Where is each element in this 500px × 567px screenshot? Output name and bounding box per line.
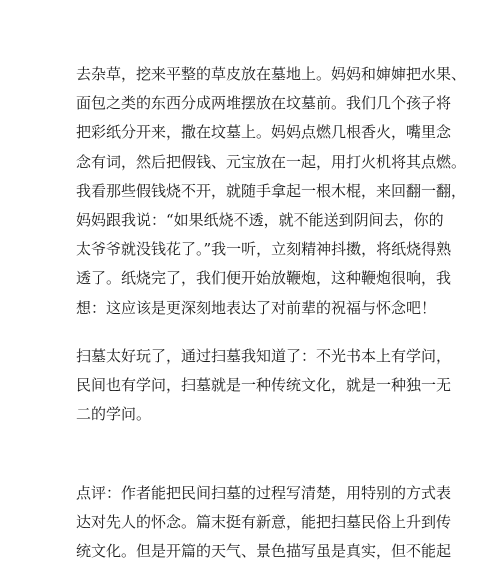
text-line: 透了。纸烧完了，我们便开始放鞭炮，这种鞭炮很响，我 <box>76 269 452 288</box>
text-line: 想：这应该是更深刻地表达了对前辈的祝福与怀念吧！ <box>76 298 437 317</box>
paragraph-tomb-sweeping-process <box>76 60 467 323</box>
text-line: 扫墓太好玩了，通过扫墓我知道了：不光书本上有学问， <box>76 347 452 365</box>
paragraph-commentary <box>76 479 452 567</box>
text-line: 念有词，然后把假钱、元宝放在一起，用打火机将其点燃。 <box>76 152 467 171</box>
text-line: 太爷爷就没钱花了。”我一听，立刻精神抖擞，将纸烧得熟 <box>76 240 452 259</box>
text-line: 把彩纸分开来，撒在坟墓上。妈妈点燃几根香火，嘴里念 <box>76 123 452 142</box>
text-line: 面包之类的东西分成两堆摆放在坟墓前。我们几个孩子将 <box>76 94 452 113</box>
text-line: 妈妈跟我说：“如果纸烧不透，就不能送到阴间去，你的 <box>76 210 444 229</box>
text-line: 二的学问。 <box>76 405 152 424</box>
paragraph-conclusion <box>76 342 452 430</box>
text-line: 我看那些假钱烧不开，就随手拿起一根木棍，来回翻一翻， <box>76 181 467 200</box>
text-line: 去杂草，挖来平整的草皮放在墓地上。妈妈和婶婶把水果、 <box>76 65 467 83</box>
text-line: 统文化。但是开篇的天气、景色描写虽是真实，但不能起 <box>76 542 452 561</box>
text-line: 达对先人的怀念。篇末挺有新意，能把扫墓民俗上升到传 <box>76 513 452 532</box>
text-line: 民间也有学问，扫墓就是一种传统文化，就是一种独一无 <box>76 376 452 395</box>
text-line: 点评：作者能把民间扫墓的过程写清楚，用特别的方式表 <box>76 484 452 502</box>
